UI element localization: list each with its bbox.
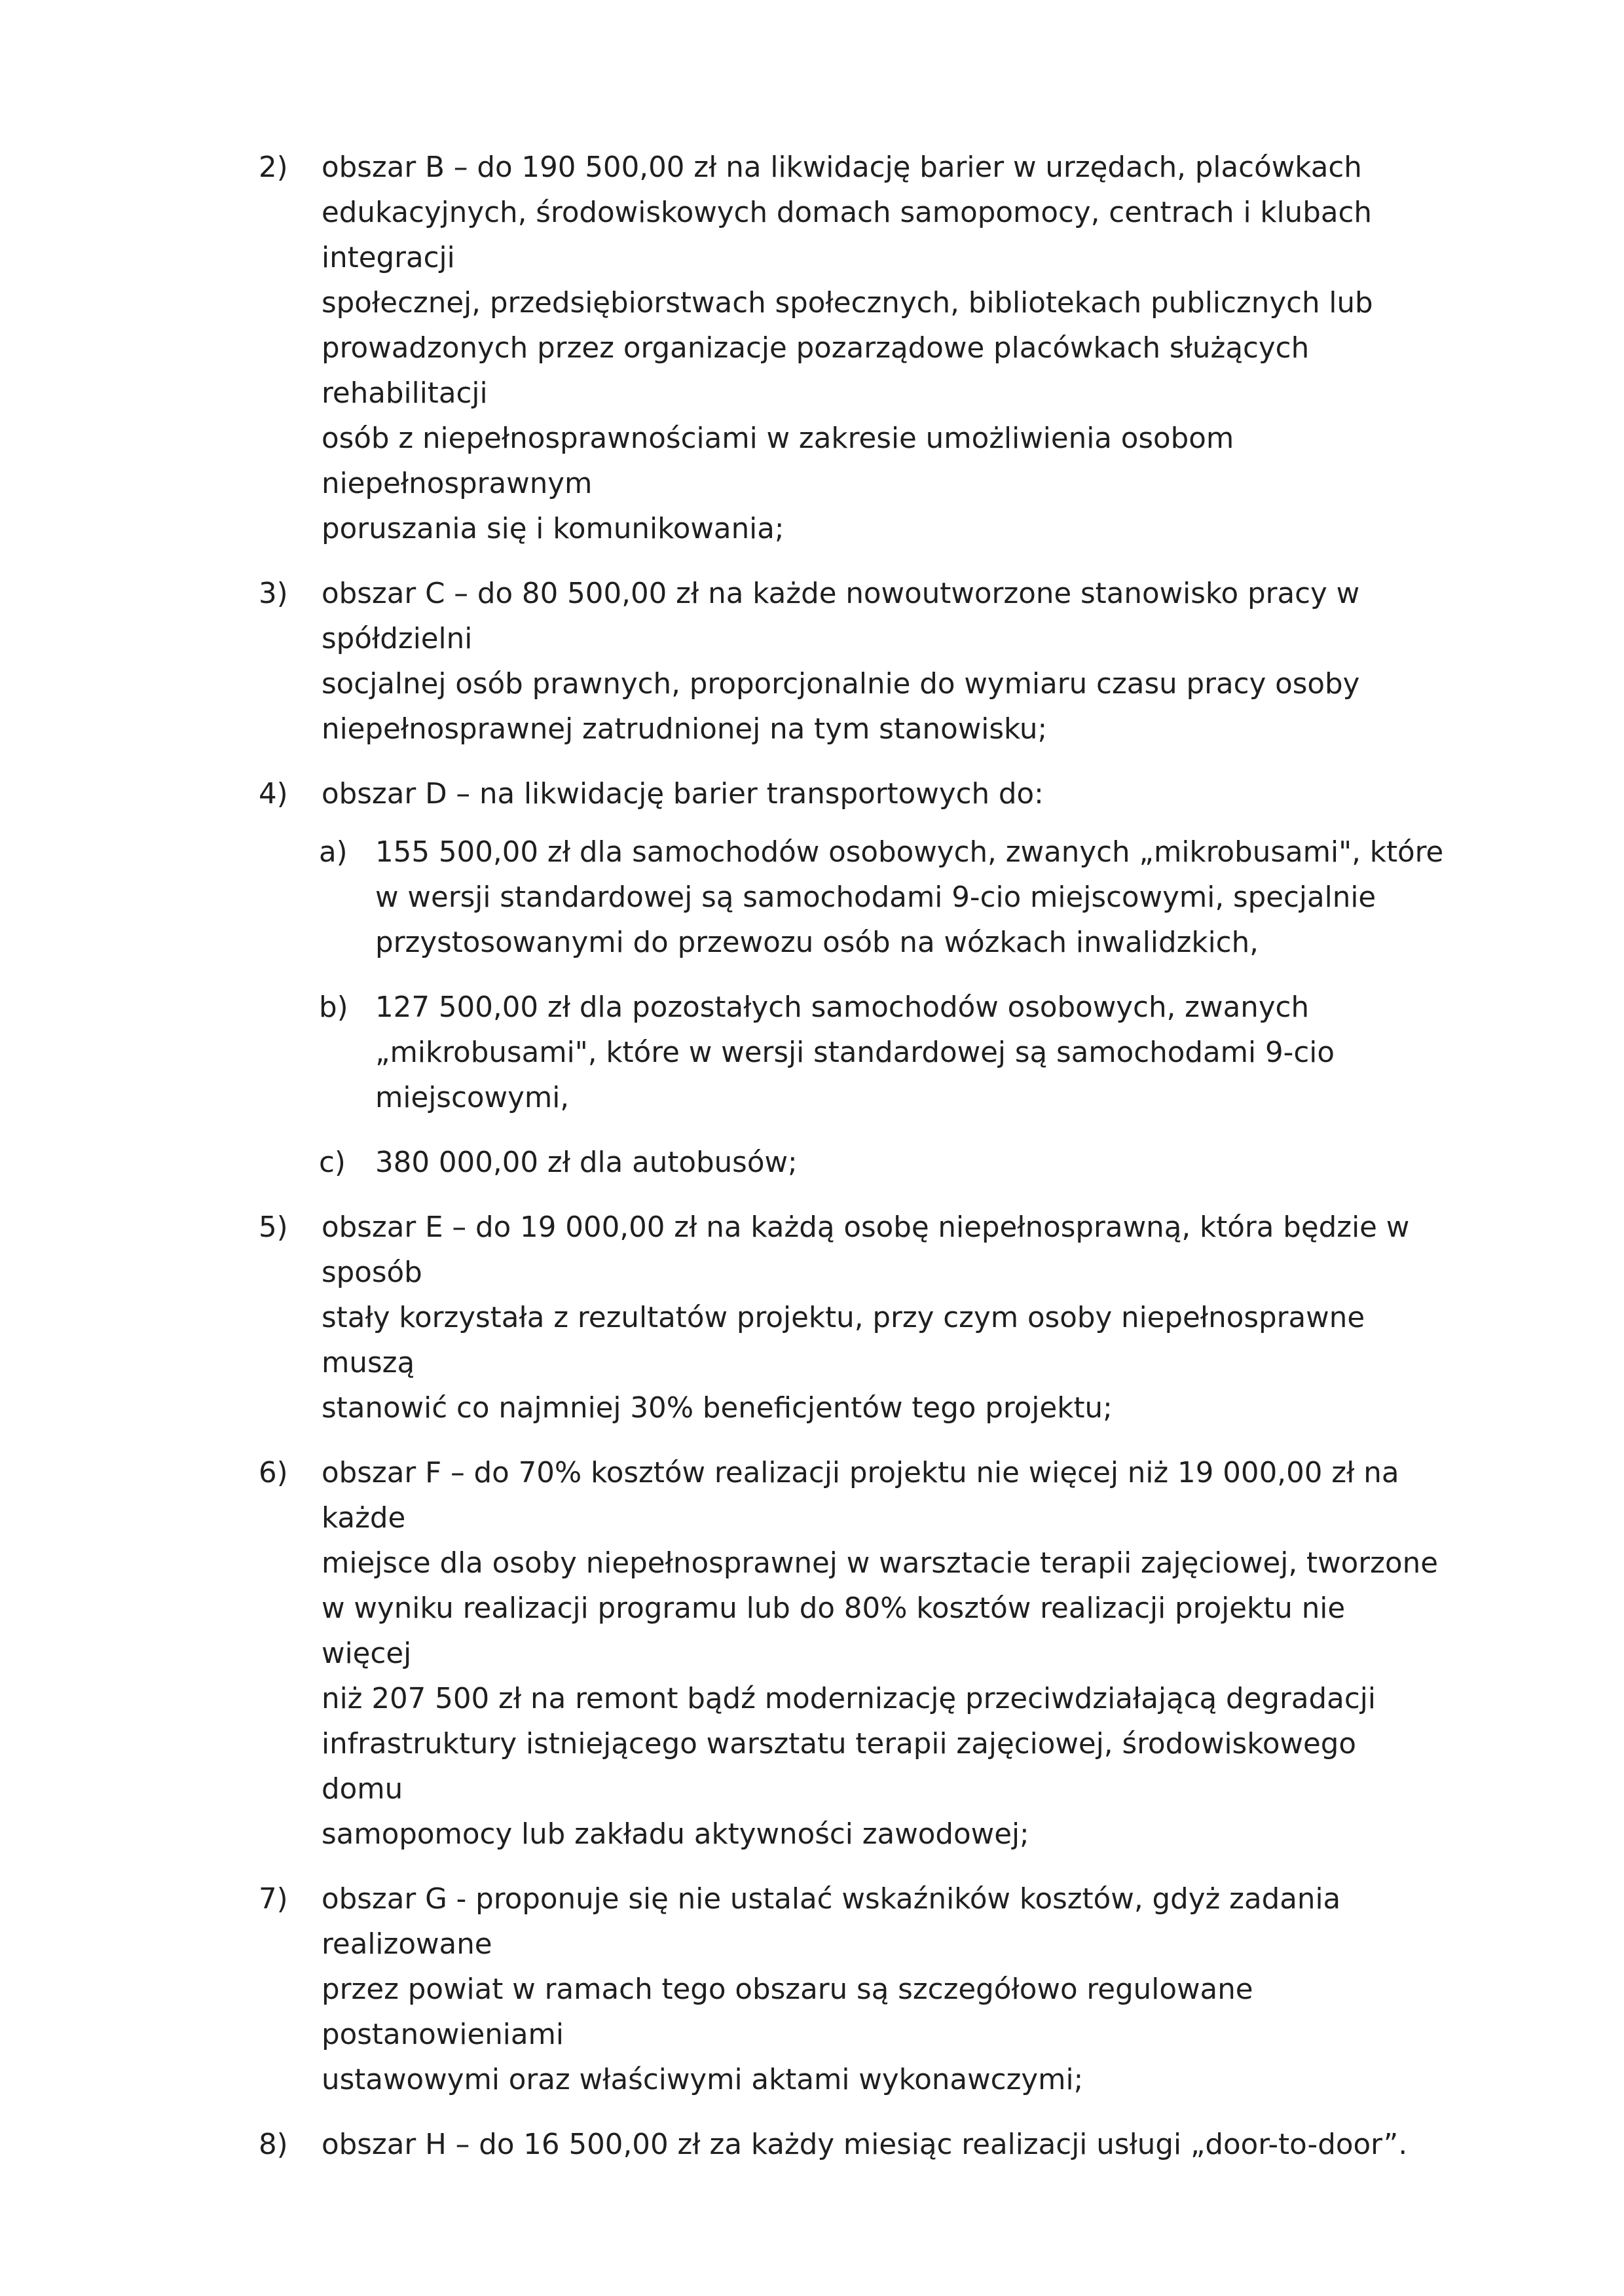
sub-list: [259, 830, 1444, 1186]
item-text: obszar D – na likwidację barier transportowych do:: [322, 778, 1044, 811]
list-item: [259, 1877, 1444, 2103]
sub-item-label: b): [319, 991, 348, 1024]
list-item: [259, 2123, 1444, 2168]
item-number: 7): [259, 1883, 288, 1916]
sub-list-item: [319, 1140, 1444, 1186]
item-number: 5): [259, 1211, 288, 1244]
list-item-row: [259, 772, 1444, 817]
item-text: obszar G - proponuje się nie ustalać wskaźników kosztów, gdyż zadania realizowane przez powiat w ramach tego obszaru są szczegółowo regulowane postanowieniami ustawowymi oraz właściwymi aktami wykonawczymi;: [322, 1883, 1341, 2096]
sub-list-item: [319, 830, 1444, 966]
item-text: obszar B – do 190 500,00 zł na likwidację barier w urzędach, placówkach edukacyjnych, środowiskowych domach samopomocy, centrach i klubach integracji społecznej, przedsiębiorstwach społecznych, bibliotekach publicznych lub prowadzonych przez organizacje pozarządowe placówkach służących rehabilitacji osób z niepełnosprawnościami w zakresie umożliwienia osobom niepełnosprawnym poruszania się i komunikowania;: [322, 151, 1373, 545]
sub-item-text: 127 500,00 zł dla pozostałych samochodów osobowych, zwanych „mikrobusami", które w wersji standardowej są samochodami 9-cio miejscowymi,: [375, 991, 1335, 1114]
item-text: obszar E – do 19 000,00 zł na każdą osobę niepełnosprawną, która będzie w sposób stały korzystała z rezultatów projektu, przy czym osoby niepełnosprawne muszą stanowić co najmniej 30% beneficjentów tego projektu;: [322, 1211, 1410, 1425]
item-number: 6): [259, 1457, 288, 1489]
list-item: [259, 772, 1444, 1186]
list-item: [259, 1451, 1444, 1857]
item-number: 2): [259, 151, 288, 184]
list-item: [259, 145, 1444, 552]
sub-item-text: 155 500,00 zł dla samochodów osobowych, zwanych „mikrobusami", które w wersji standardowej są samochodami 9-cio miejscowymi, specjalnie przystosowanymi do przewozu osób na wózkach inwalidzkich,: [375, 836, 1444, 959]
item-text: obszar C – do 80 500,00 zł na każde nowoutworzone stanowisko pracy w spółdzielni socjalnej osób prawnych, proporcjonalnie do wymiaru czasu pracy osoby niepełnosprawnej zatrudnionej na tym stanowisku;: [322, 577, 1360, 746]
item-number: 3): [259, 577, 288, 610]
item-number: 4): [259, 778, 288, 811]
sub-item-label: a): [319, 836, 348, 869]
sub-item-text: 380 000,00 zł dla autobusów;: [375, 1146, 798, 1179]
item-text: obszar F – do 70% kosztów realizacji projektu nie więcej niż 19 000,00 zł na każde miejsce dla osoby niepełnosprawnej w warsztacie terapii zajęciowej, tworzone w wyniku realizacji programu lub do 80% kosztów realizacji projektu nie więcej niż 207 500 zł na remont bądź modernizację przeciwdziałającą degradacji infrastruktury istniejącego warsztatu terapii zajęciowej, środowiskowego domu samopomocy lub zakładu aktywności zawodowej;: [322, 1457, 1438, 1851]
list-item: [259, 572, 1444, 752]
list-item: [259, 1205, 1444, 1431]
sub-list-item: [319, 985, 1444, 1121]
item-text: obszar H – do 16 500,00 zł za każdy miesiąc realizacji usługi „door-to-door”.: [322, 2128, 1408, 2161]
item-number: 8): [259, 2128, 288, 2161]
numbered-list: [259, 145, 1444, 2187]
sub-item-label: c): [319, 1146, 346, 1179]
